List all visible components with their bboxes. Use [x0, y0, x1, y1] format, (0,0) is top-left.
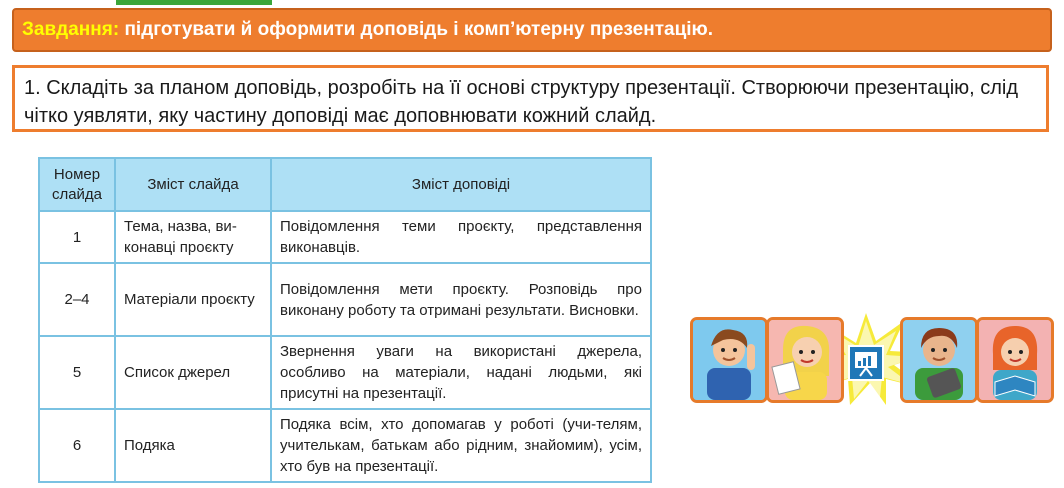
- header-slide-number: Номер слайда: [39, 158, 115, 211]
- task-text: підготувати й оформити доповідь і комп’ютерну презентацію.: [124, 19, 714, 40]
- slide-content-cell: Матеріали проєкту: [115, 263, 271, 336]
- instruction-text: 1. Складіть за планом доповідь, розробіть на її основі структуру презентації. Створюючи презентацію, слід чітко уявляти, яку частину доповіді має доповнювати кожний слайд.: [24, 77, 1019, 127]
- student-girl-with-book: [976, 317, 1054, 403]
- task-banner: [12, 8, 1052, 52]
- slide-number-cell: 2–4: [39, 263, 115, 336]
- slide-content-cell: Тема, назва, ви-конавці проєкту: [115, 211, 271, 263]
- slide-number-cell: 6: [39, 409, 115, 482]
- report-content-cell: Повідомлення теми проєкту, представлення виконавців.: [271, 211, 651, 263]
- table-row: [39, 409, 651, 482]
- instruction-box: [12, 65, 1049, 132]
- table-row: [39, 211, 651, 263]
- header-report-content: Зміст доповіді: [271, 158, 651, 211]
- student-girl-with-paper: [766, 317, 844, 403]
- green-tab-decoration: [116, 0, 272, 5]
- table-header-row: [39, 158, 651, 211]
- report-content-cell: Подяка всім, хто допомагав у роботі (учи-телям, учителькам, батькам або рідним, знайомим), усім, хто був на презентації.: [271, 409, 651, 482]
- presentation-plan-table: [38, 157, 652, 483]
- slide-number-cell: 5: [39, 336, 115, 409]
- slide-content-cell: Подяка: [115, 409, 271, 482]
- report-content-cell: Повідомлення мети проєкту. Розповідь про виконану роботу та отримані результати. Висновки.: [271, 263, 651, 336]
- slide-content-cell: Список джерел: [115, 336, 271, 409]
- task-label: Завдання:: [22, 19, 120, 40]
- slide-number-cell: 1: [39, 211, 115, 263]
- header-slide-content: Зміст слайда: [115, 158, 271, 211]
- students-illustration: [690, 313, 1050, 405]
- presentation-screen-icon: [848, 345, 884, 381]
- report-content-cell: Звернення уваги на використані джерела, особливо на матеріали, надані людьми, які присутні на презентації.: [271, 336, 651, 409]
- student-boy-with-tablet: [900, 317, 978, 403]
- student-boy-pointing: [690, 317, 768, 403]
- table-row: [39, 263, 651, 336]
- table-row: [39, 336, 651, 409]
